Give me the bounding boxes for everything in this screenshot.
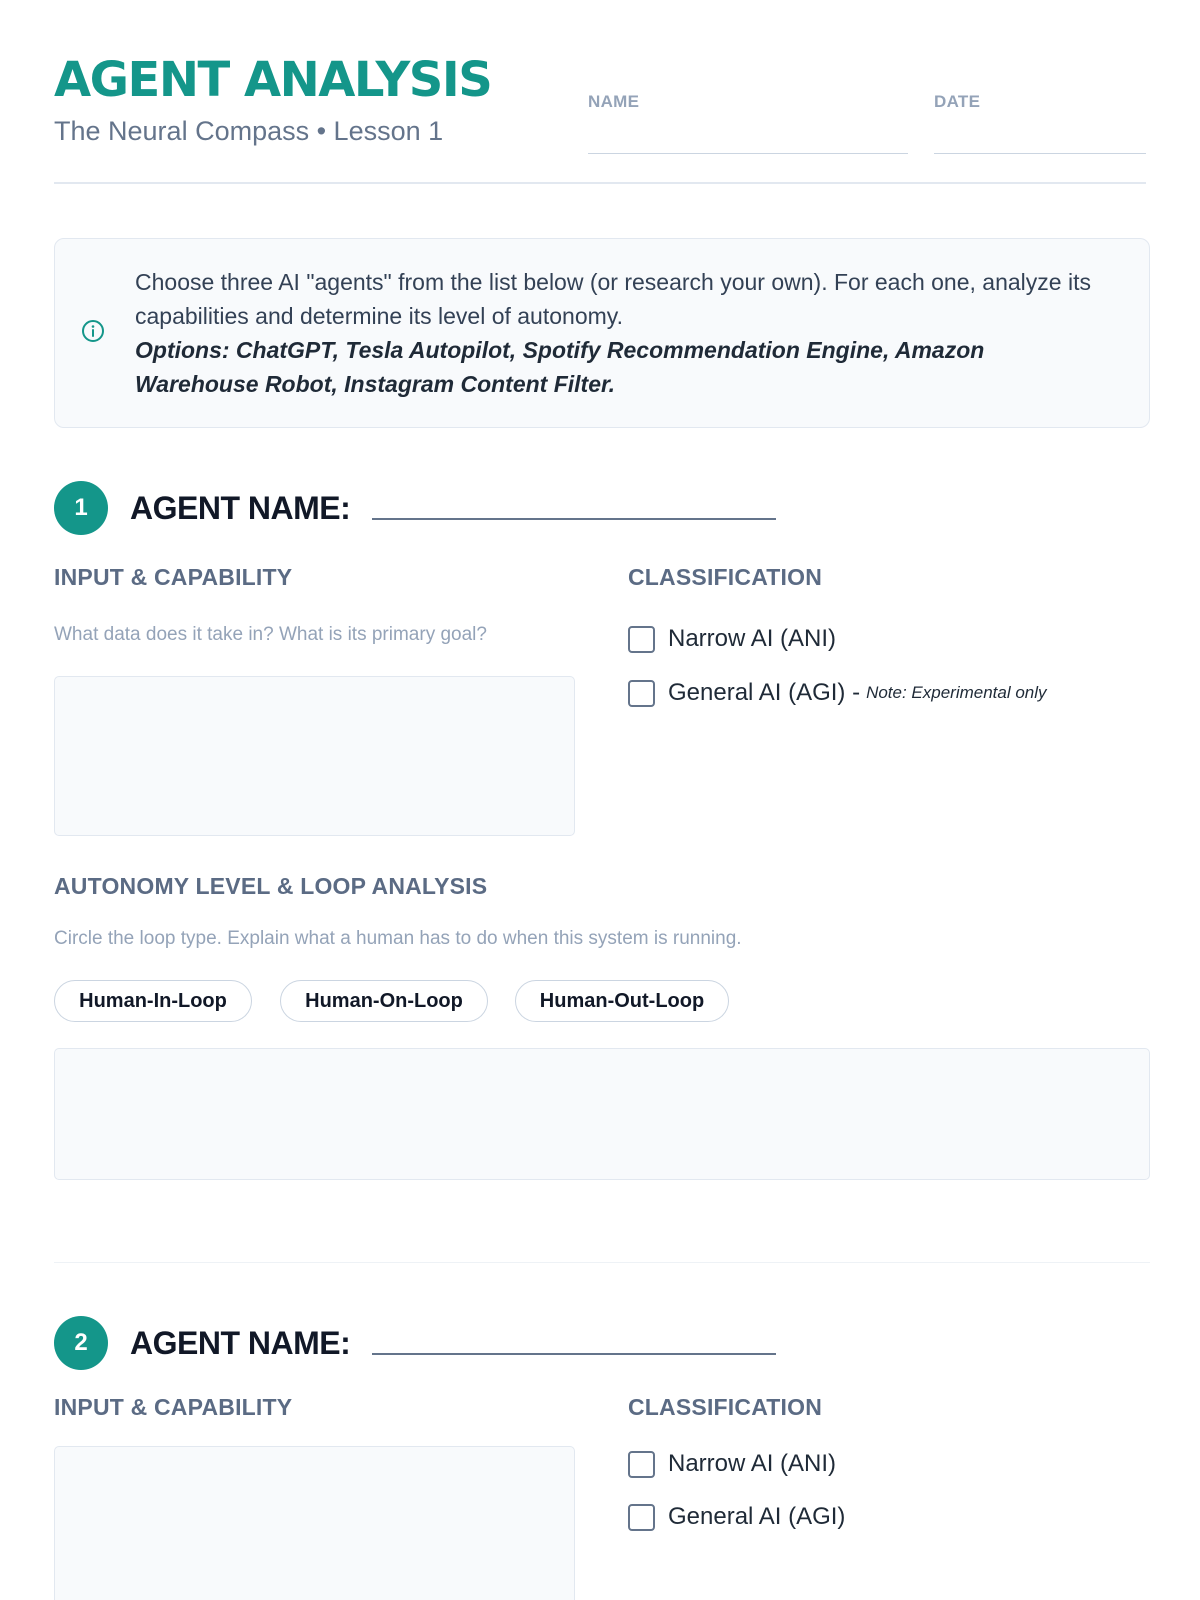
general-ai-checkbox[interactable] bbox=[628, 1504, 655, 1531]
input-capability-hint: What data does it take in? What is its primary goal? bbox=[54, 624, 487, 645]
loop-option-human-in-loop[interactable]: Human-In-Loop bbox=[54, 980, 252, 1022]
general-ai-checkbox[interactable] bbox=[628, 680, 655, 707]
narrow-ai-option[interactable] bbox=[628, 624, 836, 654]
narrow-ai-label: Narrow AI (ANI) bbox=[668, 625, 837, 652]
info-icon bbox=[81, 319, 105, 343]
agent-name-line[interactable] bbox=[372, 1353, 776, 1355]
agent-name-line[interactable] bbox=[372, 518, 776, 520]
classification-label: CLASSIFICATION bbox=[628, 1394, 823, 1420]
instructions-text-block bbox=[135, 265, 1095, 401]
agent-2-header bbox=[54, 1316, 776, 1370]
date-field[interactable] bbox=[934, 92, 1146, 154]
classification-label: CLASSIFICATION bbox=[628, 564, 823, 590]
date-label: DATE bbox=[934, 92, 981, 111]
general-ai-option[interactable] bbox=[628, 1502, 845, 1532]
section-divider bbox=[54, 1262, 1150, 1263]
general-ai-option[interactable] bbox=[628, 678, 1047, 708]
agent-number-badge: 2 bbox=[54, 1316, 108, 1370]
narrow-ai-option[interactable] bbox=[628, 1449, 836, 1479]
input-capability-label: INPUT & CAPABILITY bbox=[54, 564, 293, 590]
name-label: NAME bbox=[588, 92, 640, 111]
instructions-text: Choose three AI "agents" from the list below (or research your own). For each one, analyze its capabilities and determine its level of autonomy. bbox=[135, 269, 1091, 329]
input-capability-label: INPUT & CAPABILITY bbox=[54, 1394, 293, 1420]
instructions-box bbox=[54, 238, 1150, 428]
loop-option-human-on-loop[interactable]: Human-On-Loop bbox=[280, 980, 488, 1022]
instructions-options: Options: ChatGPT, Tesla Autopilot, Spotify Recommendation Engine, Amazon Warehouse Robot, Instagram Content Filter. bbox=[135, 337, 985, 397]
narrow-ai-checkbox[interactable] bbox=[628, 626, 655, 653]
autonomy-label: AUTONOMY LEVEL & LOOP ANALYSIS bbox=[54, 873, 488, 899]
worksheet-header bbox=[54, 0, 1146, 184]
name-field[interactable] bbox=[588, 92, 908, 154]
agent-1-header bbox=[54, 481, 776, 535]
agent-number-badge: 1 bbox=[54, 481, 108, 535]
autonomy-answer-box[interactable] bbox=[54, 1048, 1150, 1180]
loop-option-human-out-loop[interactable]: Human-Out-Loop bbox=[515, 980, 729, 1022]
input-capability-answer-box[interactable] bbox=[54, 1446, 575, 1600]
page-title: AGENT ANALYSIS bbox=[54, 52, 492, 108]
agent-name-title: AGENT NAME: bbox=[130, 489, 351, 526]
agent-name-title: AGENT NAME: bbox=[130, 1324, 351, 1361]
general-ai-note: Note: Experimental only bbox=[866, 683, 1047, 702]
narrow-ai-checkbox[interactable] bbox=[628, 1451, 655, 1478]
input-capability-answer-box[interactable] bbox=[54, 676, 575, 836]
autonomy-hint: Circle the loop type. Explain what a human has to do when this system is running. bbox=[54, 928, 742, 949]
page-subtitle: The Neural Compass • Lesson 1 bbox=[54, 116, 444, 146]
general-ai-label: General AI (AGI) - bbox=[668, 679, 861, 706]
general-ai-label: General AI (AGI) bbox=[668, 1503, 846, 1530]
narrow-ai-label: Narrow AI (ANI) bbox=[668, 1450, 837, 1477]
